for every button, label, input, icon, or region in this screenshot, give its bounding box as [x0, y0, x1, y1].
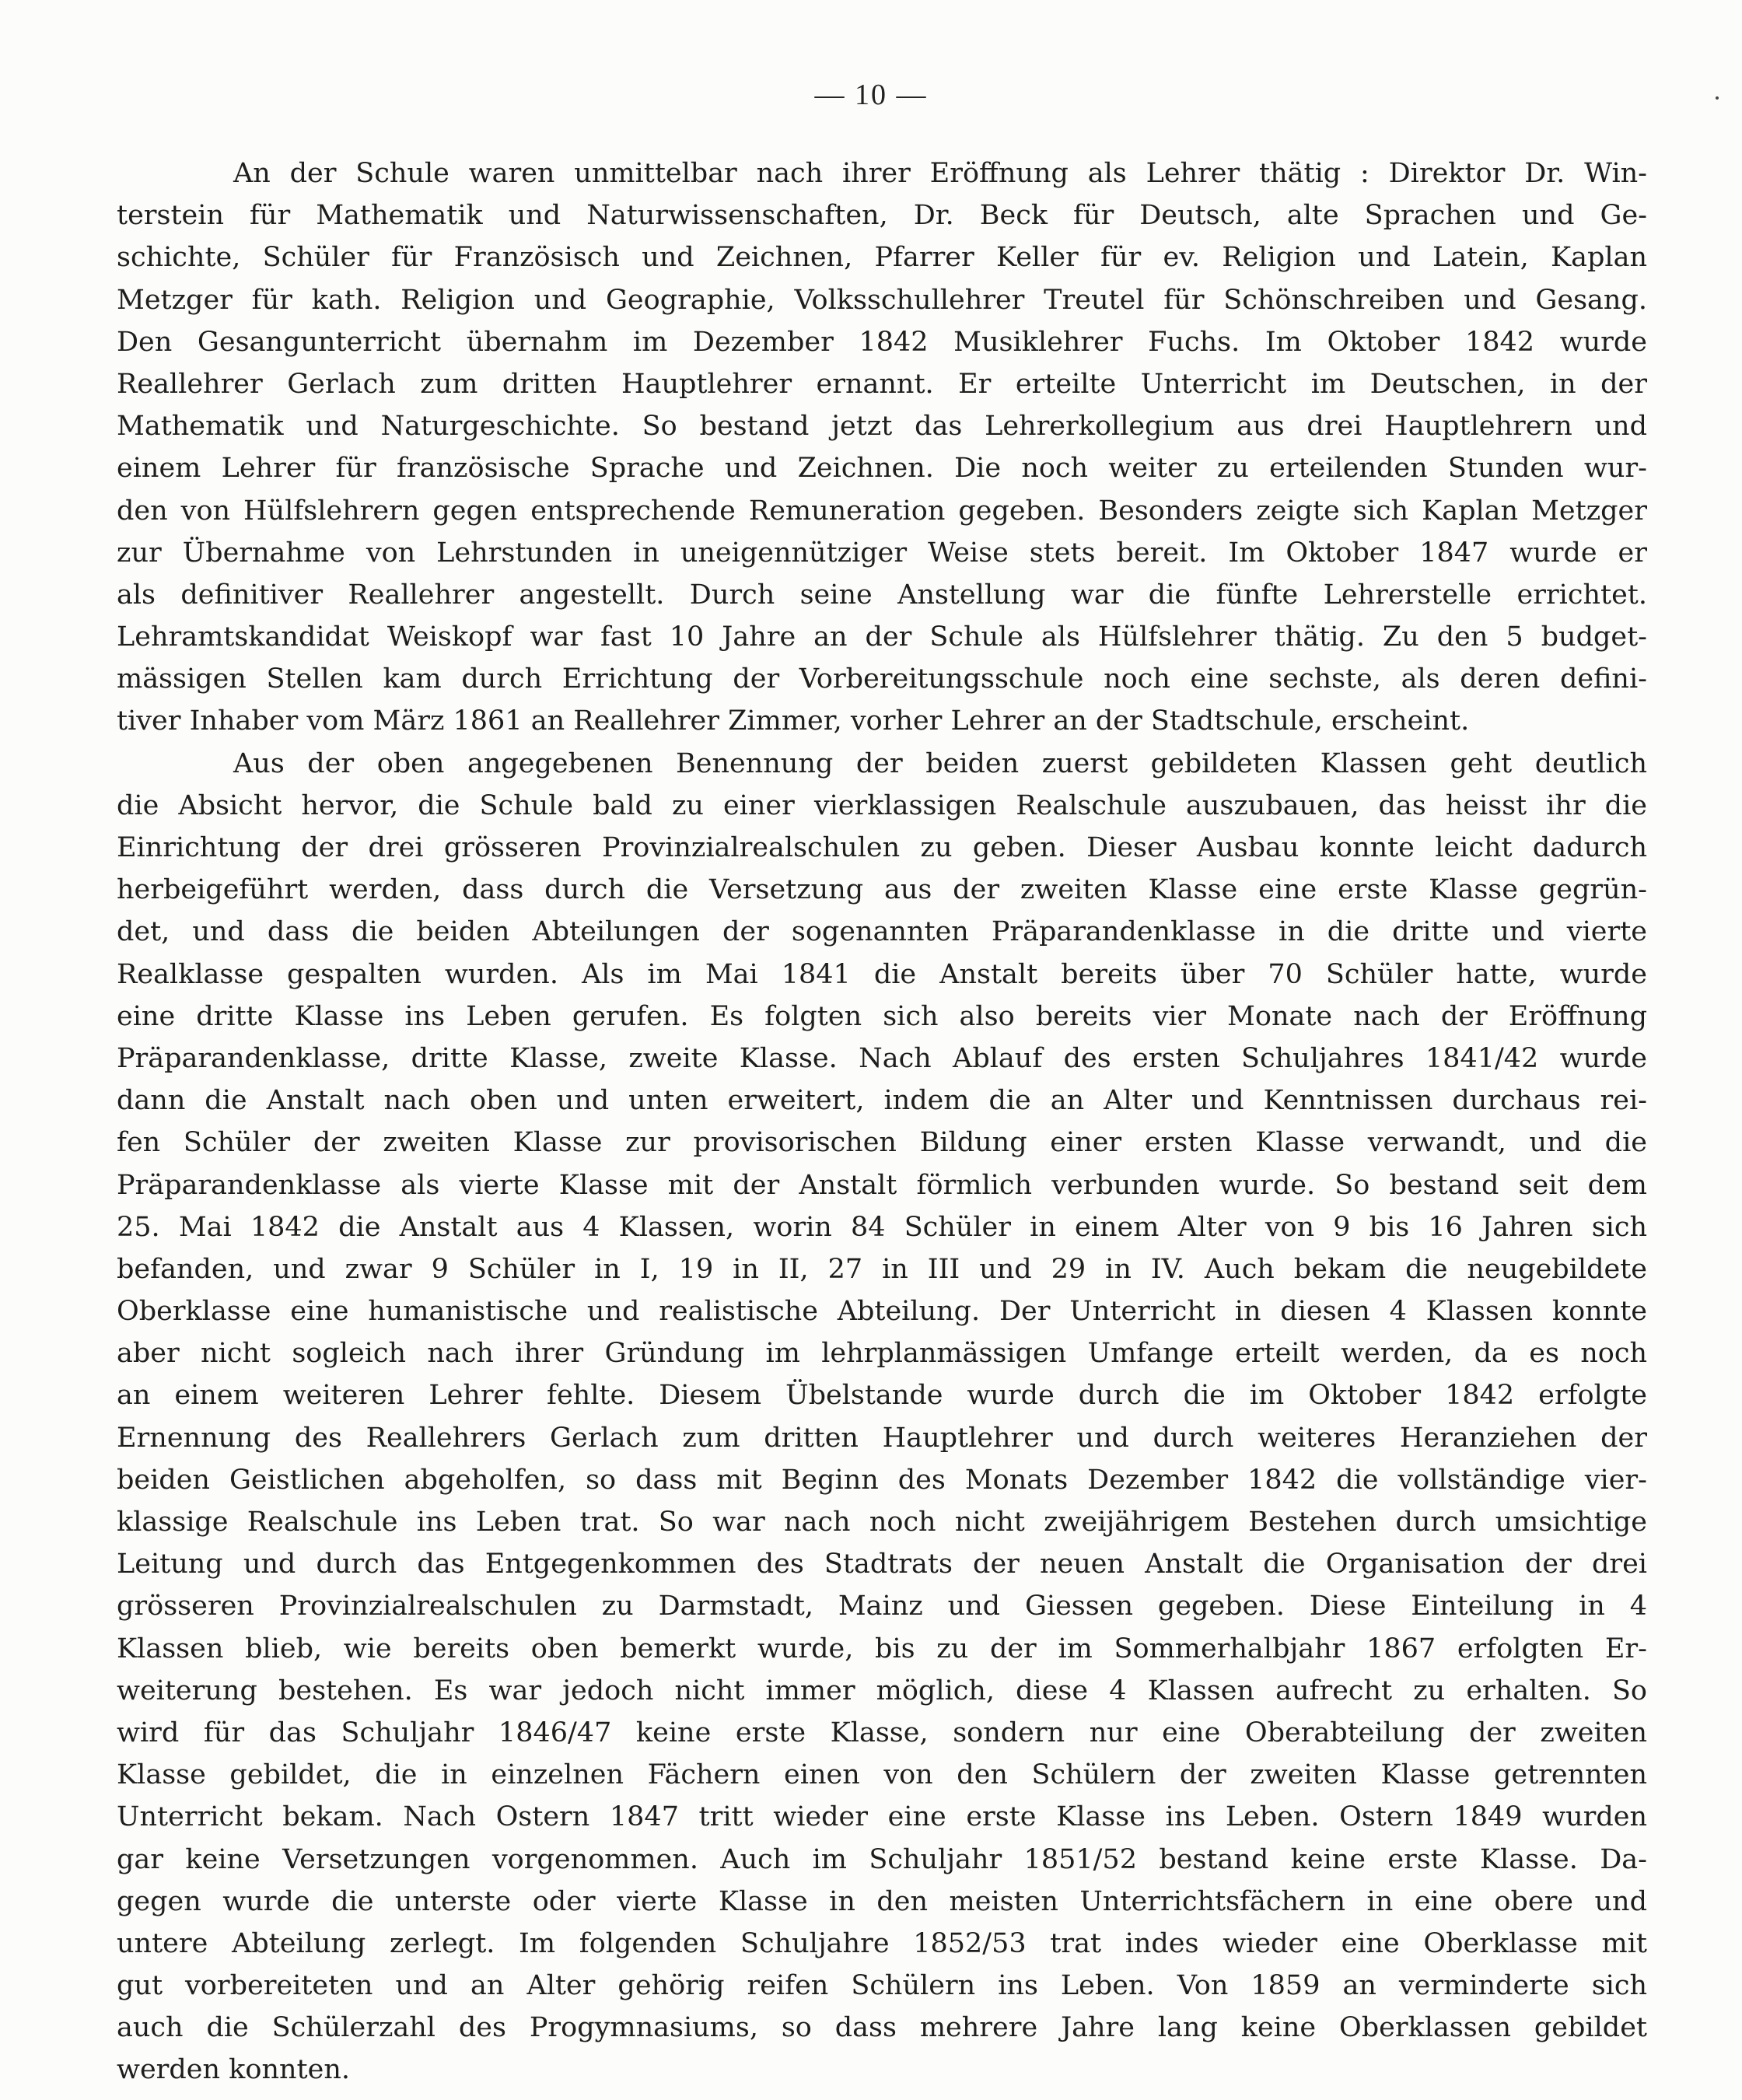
text-line: herbeigeführt werden, dass durch die Versetzung aus der zweiten Klasse eine erste Klasse gegrün- [117, 874, 1647, 906]
text-line: einem Lehrer für französische Sprache und Zeichnen. Die noch weiter zu erteilenden Stunden wur- [117, 453, 1647, 485]
text-line: werden konnten. [117, 2054, 350, 2086]
text-line: Oberklasse eine humanistische und realistische Abteilung. Der Unterricht in diesen 4 Klassen konnte [117, 1296, 1647, 1328]
text-line: Aus der oben angegebenen Benennung der beiden zuerst gebildeten Klassen geht deutlich [233, 747, 1647, 779]
text-line: gar keine Versetzungen vorgenommen. Auch im Schuljahr 1851/52 bestand keine erste Klasse. Da- [117, 1843, 1647, 1875]
text-line: gut vorbereiteten und an Alter gehörig reifen Schülern ins Leben. Von 1859 an verminderte sich [117, 1970, 1647, 2002]
text-line: det, und dass die beiden Abteilungen der sogenannten Präparandenklasse in die dritte und vierte [117, 916, 1647, 948]
text-line: auch die Schülerzahl des Progymnasiums, so dass mehrere Jahre lang keine Oberklassen gebildet [117, 2012, 1647, 2044]
text-line: Klasse gebildet, die in einzelnen Fächern einen von den Schülern der zweiten Klasse getrennten [117, 1759, 1647, 1791]
text-line: 25. Mai 1842 die Anstalt aus 4 Klassen, worin 84 Schüler in einem Alter von 9 bis 16 Jahren sich [117, 1211, 1647, 1243]
text-line: wird für das Schuljahr 1846/47 keine erste Klasse, sondern nur eine Oberabteilung der zweiten [117, 1717, 1647, 1748]
text-line: aber nicht sogleich nach ihrer Gründung im lehrplanmässigen Umfange erteilt werden, da es noch [117, 1338, 1647, 1370]
text-line: an einem weiteren Lehrer fehlte. Diesem Übelstande wurde durch die im Oktober 1842 erfolgte [117, 1380, 1647, 1412]
text-line: Lehramtskandidat Weiskopf war fast 10 Jahre an der Schule als Hülfslehrer thätig. Zu den 5 budget- [117, 621, 1647, 653]
text-line: als definitiver Reallehrer angestellt. Durch seine Anstellung war die fünfte Lehrerstelle errichtet. [117, 579, 1647, 611]
text-line: beiden Geistlichen abgeholfen, so dass mit Beginn des Monats Dezember 1842 die vollständige vier- [117, 1464, 1647, 1496]
text-line: untere Abteilung zerlegt. Im folgenden Schuljahre 1852/53 trat indes wieder eine Oberklasse mit [117, 1927, 1647, 1959]
text-line: An der Schule waren unmittelbar nach ihrer Eröffnung als Lehrer thätig : Direktor Dr. Win- [233, 158, 1647, 189]
page-number: — 10 — [814, 79, 928, 111]
scan-speck [1716, 96, 1719, 100]
text-line: Leitung und durch das Entgegenkommen des Stadtrats der neuen Anstalt die Organisation der drei [117, 1549, 1647, 1580]
text-line: terstein für Mathematik und Naturwissenschaften, Dr. Beck für Deutsch, alte Sprachen und Ge- [117, 200, 1647, 232]
text-line: Metzger für kath. Religion und Geographie, Volksschullehrer Treutel für Schönschreiben und Gesang. [117, 284, 1647, 316]
text-line: eine dritte Klasse ins Leben gerufen. Es folgten sich also bereits vier Monate nach der Eröffnung [117, 1000, 1647, 1032]
text-line: den von Hülfslehrern gegen entsprechende Remuneration gegeben. Besonders zeigte sich Kaplan Metzger [117, 495, 1647, 527]
text-line: grösseren Provinzialrealschulen zu Darmstadt, Mainz und Giessen gegeben. Diese Einteilung in 4 [117, 1591, 1647, 1622]
text-line: klassige Realschule ins Leben trat. So war nach noch nicht zweijährigem Bestehen durch umsichtige [117, 1507, 1647, 1538]
text-line: Realklasse gespalten wurden. Als im Mai 1841 die Anstalt bereits über 70 Schüler hatte, wurde [117, 958, 1647, 990]
text-line: Reallehrer Gerlach zum dritten Hauptlehrer ernannt. Er erteilte Unterricht im Deutschen, in der [117, 368, 1647, 400]
text-line: Einrichtung der drei grösseren Provinzialrealschulen zu geben. Dieser Ausbau konnte leicht dadurch [117, 832, 1647, 863]
text-line: zur Übernahme von Lehrstunden in uneigennütziger Weise stets bereit. Im Oktober 1847 wurde er [117, 537, 1647, 569]
text-line: Unterricht bekam. Nach Ostern 1847 tritt wieder eine erste Klasse ins Leben. Ostern 1849 wurden [117, 1801, 1647, 1833]
text-line: tiver Inhaber vom März 1861 an Reallehrer Zimmer, vorher Lehrer an der Stadtschule, erscheint. [117, 705, 1470, 737]
text-line: fen Schüler der zweiten Klasse zur provisorischen Bildung einer ersten Klasse verwandt, und die [117, 1127, 1647, 1159]
text-line: die Absicht hervor, die Schule bald zu einer vierklassigen Realschule auszubauen, das heisst ihr die [117, 789, 1647, 821]
text-line: dann die Anstalt nach oben und unten erweitert, indem die an Alter und Kenntnissen durchaus rei- [117, 1085, 1647, 1117]
text-line: Klassen blieb, wie bereits oben bemerkt wurde, bis zu der im Sommerhalbjahr 1867 erfolgten Er- [117, 1633, 1647, 1664]
text-line: Den Gesangunterricht übernahm im Dezember 1842 Musiklehrer Fuchs. Im Oktober 1842 wurde [117, 326, 1647, 358]
text-line: befanden, und zwar 9 Schüler in I, 19 in II, 27 in III und 29 in IV. Auch bekam die neugebildete [117, 1253, 1647, 1285]
text-line: Mathematik und Naturgeschichte. So bestand jetzt das Lehrerkollegium aus drei Hauptlehrern und [117, 411, 1647, 443]
text-line: Präparandenklasse als vierte Klasse mit der Anstalt förmlich verbunden wurde. So bestand seit dem [117, 1169, 1647, 1201]
text-line: mässigen Stellen kam durch Errichtung der Vorbereitungsschule noch eine sechste, als deren defini- [117, 663, 1647, 695]
paragraph-teachers [117, 152, 1647, 743]
text-line: schichte, Schüler für Französisch und Zeichnen, Pfarrer Keller für ev. Religion und Latein, Kaplan [117, 242, 1647, 274]
body-text [117, 152, 1647, 2091]
text-line: Ernennung des Reallehrers Gerlach zum dritten Hauptlehrer und durch weiteres Heranziehen der [117, 1422, 1647, 1454]
text-line: gegen wurde die unterste oder vierte Klasse in den meisten Unterrichtsfächern in eine obere und [117, 1885, 1647, 1917]
paragraph-classes [117, 743, 1647, 2091]
text-line: weiterung bestehen. Es war jedoch nicht immer möglich, diese 4 Klassen aufrecht zu erhalten. So [117, 1675, 1647, 1706]
text-line: Präparandenklasse, dritte Klasse, zweite Klasse. Nach Ablauf des ersten Schuljahres 1841/42 wurde [117, 1042, 1647, 1074]
